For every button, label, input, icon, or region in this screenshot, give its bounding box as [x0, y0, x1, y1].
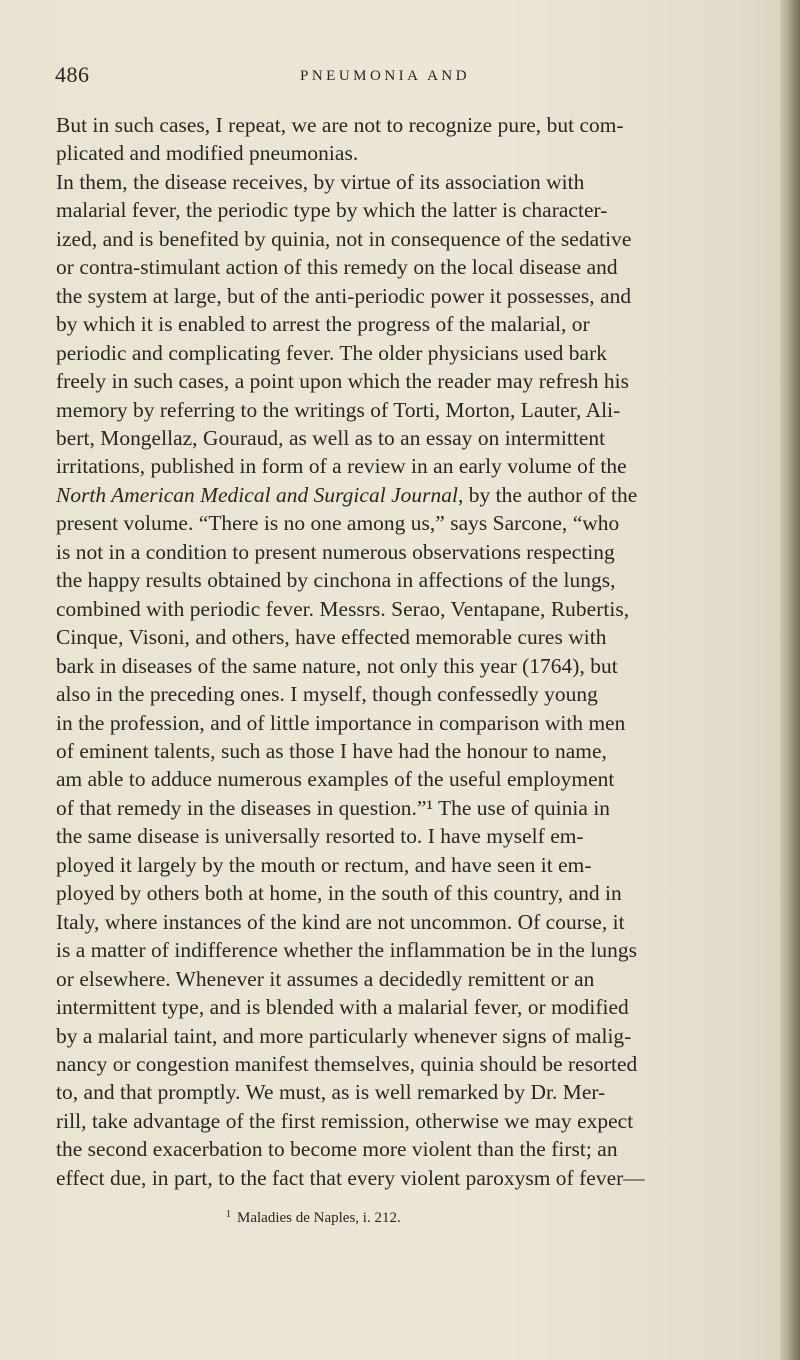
text-line: In them, the disease receives, by virtue of its association with — [56, 169, 585, 194]
body-text — [56, 111, 744, 1192]
footnote-text: Maladies de Naples, i. 212. — [237, 1210, 401, 1226]
text-line: effect due, in part, to the fact that every violent paroxysm of fever— — [56, 1165, 645, 1190]
text-line: rill, take advantage of the first remission, otherwise we may expect — [56, 1108, 634, 1133]
text-line: is not in a condition to present numerous observations respecting — [56, 539, 615, 564]
text-line: the system at large, but of the anti-periodic power it possesses, and — [56, 283, 632, 308]
text-line: is a matter of indifference whether the inflammation be in the lungs — [56, 938, 637, 963]
text-line: to, and that promptly. We must, as is well remarked by Dr. Mer- — [56, 1080, 606, 1105]
text-line: Cinque, Visoni, and others, have effected memorable cures with — [56, 625, 607, 650]
text-line: by which it is enabled to arrest the progress of the malarial, or — [56, 312, 590, 337]
text-line: also in the preceding ones. I myself, though confessedly young — [56, 682, 598, 707]
text-line: bark in diseases of the same nature, not only this year (1764), but — [56, 653, 618, 678]
text-line: or elsewhere. Whenever it assumes a decidedly remittent or an — [56, 966, 595, 991]
text-line: of that remedy in the diseases in question.”¹ The use of quinia in — [56, 795, 611, 820]
text-line: combined with periodic fever. Messrs. Serao, Ventapane, Rubertis, — [56, 596, 630, 621]
text-line: in the profession, and of little importance in comparison with men — [56, 710, 626, 735]
text-line: irritations, published in form of a review in an early volume of the — [56, 454, 627, 479]
text-line: plicated and modified pneumonias. — [56, 141, 359, 166]
text-line: or contra-stimulant action of this remedy on the local disease and — [56, 255, 618, 280]
footnote-mark: 1 — [226, 1209, 231, 1220]
text-line: ployed it largely by the mouth or rectum, and have seen it em- — [56, 852, 592, 877]
text-line: the happy results obtained by cinchona in affections of the lungs, — [56, 568, 616, 593]
text-line: ized, and is benefited by quinia, not in consequence of the sedative — [56, 226, 632, 251]
text-line: present volume. “There is no one among us,” says Sarcone, “who — [56, 511, 620, 536]
text-line: memory by referring to the writings of Torti, Morton, Lauter, Ali- — [56, 397, 621, 422]
text-line: the same disease is universally resorted to. I have myself em- — [56, 824, 584, 849]
text-line: Italy, where instances of the kind are not uncommon. Of course, it — [56, 909, 625, 934]
page-number: 486 — [55, 62, 90, 87]
journal-title: North American Medical and Surgical Journal — [56, 482, 458, 507]
text-line: intermittent type, and is blended with a malarial fever, or modified — [56, 995, 629, 1020]
text-line: North American Medical and Surgical Journal, by the author of the — [56, 482, 638, 507]
text-line: periodic and complicating fever. The older physicians used bark — [56, 340, 608, 365]
text-line: ployed by others both at home, in the south of this country, and in — [56, 881, 622, 906]
footnote — [226, 1209, 401, 1227]
text-line: the second exacerbation to become more violent than the first; an — [56, 1137, 618, 1162]
running-head — [0, 62, 800, 92]
text-line: nancy or congestion manifest themselves, quinia should be resorted — [56, 1051, 638, 1076]
text-line: of eminent talents, such as those I have had the honour to name, — [56, 738, 607, 763]
text-line: bert, Mongellaz, Gouraud, as well as to an essay on intermittent — [56, 425, 606, 450]
text-line: But in such cases, I repeat, we are not to recognize pure, but com- — [56, 113, 624, 137]
text-line: freely in such cases, a point upon which the reader may refresh his — [56, 369, 629, 394]
page-edge-shadow — [780, 0, 800, 1360]
text-line: by a malarial taint, and more particularly whenever signs of malig- — [56, 1023, 632, 1048]
text-line: malarial fever, the periodic type by which the latter is character- — [56, 198, 608, 223]
text-line: am able to adduce numerous examples of the useful employment — [56, 767, 615, 792]
running-head-title: PNEUMONIA AND — [300, 68, 471, 84]
